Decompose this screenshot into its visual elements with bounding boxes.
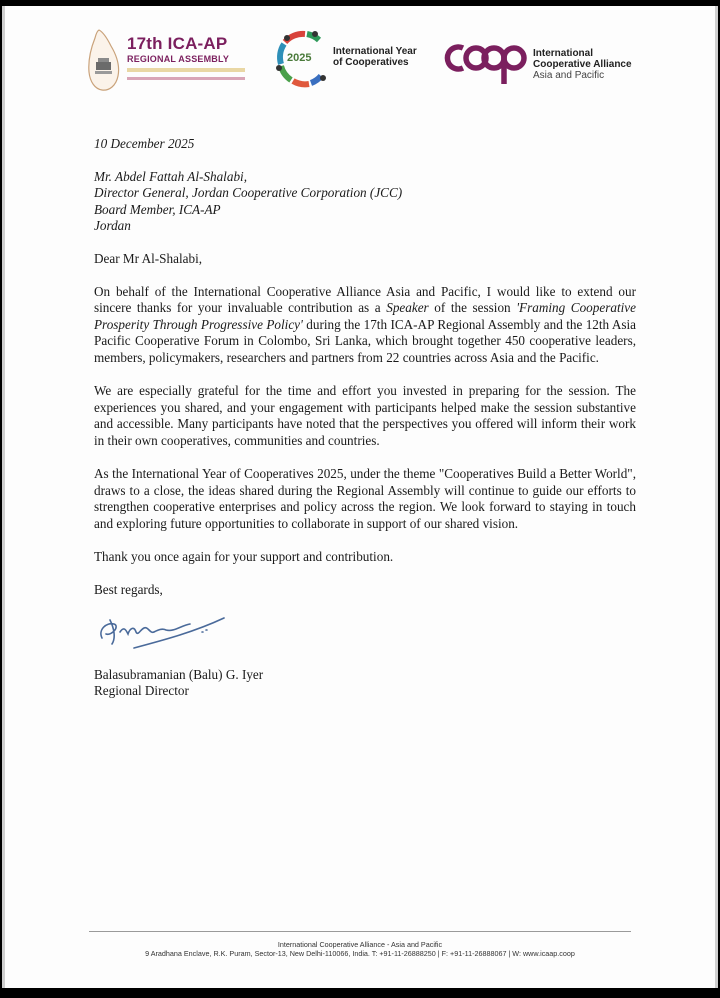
signer-block [94, 667, 636, 700]
recipient-role: Board Member, ICA-AP [94, 201, 221, 217]
paragraph-1-text: of the session [428, 300, 517, 316]
sri-lanka-map-icon [87, 28, 121, 92]
recipient-block [94, 169, 636, 235]
iyc-label-line1: International Year [333, 46, 417, 57]
international-year-of-cooperatives-logo [275, 28, 435, 90]
footer-address: 9 Aradhana Enclave, R.K. Puram, Sector-13, New Delhi-110066, India. T: +91-11-26888250 | F: +91-11-26888067 | W: www.icaap.coop [145, 949, 575, 958]
footer-divider [89, 931, 631, 932]
paragraph-1-text: during the 17th ICA-AP Regional Assembly and the 12th Asia Pacific Cooperative Forum in Colombo, Sri Lanka, which brought together 450 cooperative leaders, members, policymakers, researchers and partners from 22 countries across Asia and the Pacific. [94, 316, 636, 365]
letter-page [2, 6, 718, 988]
letter-body [94, 136, 636, 700]
ica-label-line2: Cooperative Alliance [533, 59, 632, 70]
coop-wordmark-icon [443, 38, 529, 88]
event-dates-bar [127, 77, 245, 80]
iyc-year: 2025 [287, 52, 312, 64]
thanks-line: Thank you once again for your support and contribution. [94, 549, 394, 565]
signer-name: Balasubramanian (Balu) G. Iyer [94, 666, 264, 682]
regional-assembly-logo [87, 26, 272, 96]
event-title: 17th ICA-AP [127, 34, 228, 53]
salutation: Dear Mr Al-Shalabi, [94, 250, 203, 266]
letterhead [5, 18, 715, 98]
session-title: 'Framing Cooperative Prosperity Through Progressive Policy' [94, 300, 636, 332]
paragraph-1 [94, 284, 636, 367]
ica-label-line3: Asia and Pacific [533, 70, 605, 81]
iyc-label [333, 46, 417, 68]
iyc-label-line2: of Cooperatives [333, 57, 409, 68]
recipient-position: Director General, Jordan Cooperative Corporation (JCC) [94, 185, 403, 201]
recipient-country: Jordan [94, 218, 131, 234]
paragraph-1-text: On behalf of the International Cooperative Alliance Asia and Pacific, I would like to extend our sincere thanks for your invaluable contribution as a [94, 283, 636, 316]
letter-date: 10 December 2025 [94, 136, 195, 151]
paragraph-3: As the International Year of Cooperatives 2025, under the theme "Cooperatives Build a Better World", draws to a close, the ideas shared during the Regional Assembly will continue to guide our efforts to strengthen cooperative enterprises and policy across the region. We look forward to staying in touch and exploring future opportunities to collaborate in support of our shared vision. [94, 466, 636, 531]
speaker-role: Speaker [386, 300, 429, 316]
letter-footer [5, 940, 715, 958]
ica-label-line1: International [533, 48, 594, 59]
ica-asia-pacific-logo [443, 38, 663, 94]
signature-icon [94, 604, 244, 656]
paragraph-2: We are especially grateful for the time and effort you invested in preparing for the session. The experiences you shared, and your engagement with participants helped make the session substantive and accessible. Many participants have noted that the perspectives you offered will inform their work in their own cooperatives, communities and countries. [94, 383, 636, 448]
recipient-name: Mr. Abdel Fattah Al-Shalabi, [94, 168, 247, 184]
signer-title: Regional Director [94, 683, 189, 699]
closing: Best regards, [94, 581, 163, 597]
event-theme-bar [127, 68, 245, 72]
footer-organization: International Cooperative Alliance - Asia and Pacific [277, 940, 443, 949]
ica-label [533, 48, 632, 81]
event-subtitle: REGIONAL ASSEMBLY [127, 54, 230, 64]
